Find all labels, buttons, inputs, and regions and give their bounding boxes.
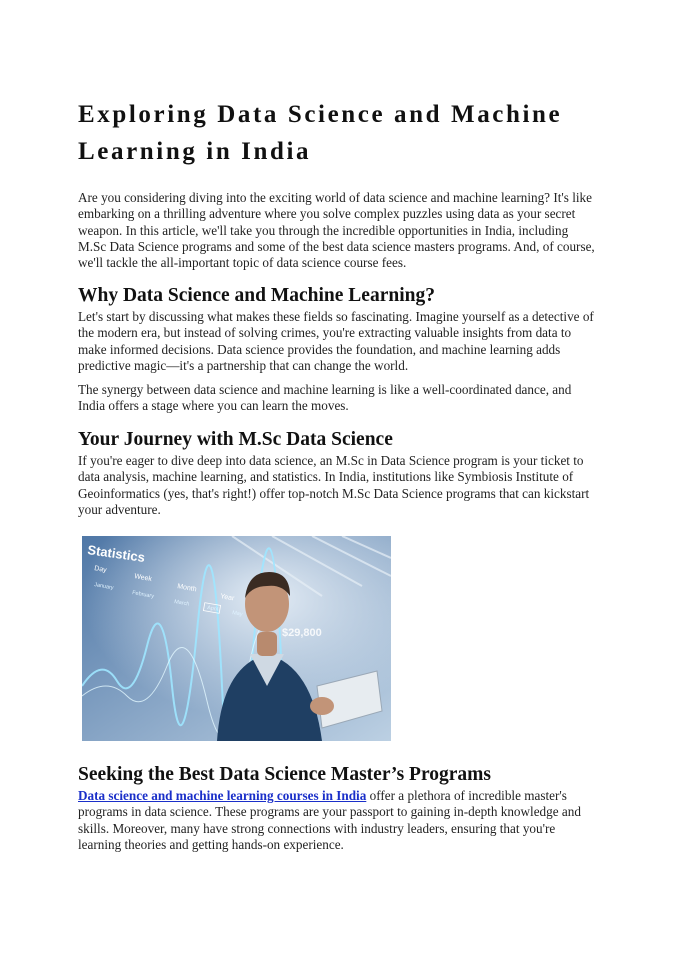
intro-block — [78, 190, 598, 271]
section-paragraph: If you're eager to dive deep into data science, an M.Sc in Data Science program is your ticket to data analysis, machine learning, and statistics. In India, institutions like Symbiosis Institute of Geoinformatics (yes, that's right!) offer top-notch M.Sc Data Science programs that can kickstart your adventure. — [78, 453, 590, 517]
section-masters — [78, 763, 598, 853]
hud-value: $29,800 — [282, 627, 322, 639]
article-photo — [82, 536, 391, 741]
article-title: Exploring Data Science and Machine Learning in India — [78, 101, 563, 165]
photo-illustration — [82, 536, 391, 741]
hud-tab: Year — [219, 593, 235, 603]
section-paragraph: Let's start by discussing what makes these fields so fascinating. Imagine yourself as a detective of the modern era, but instead of solving crimes, you're extracting valuable insights from data to make informed decisions. Data science provides the foundation, and machine learning adds predictive magic—it's a partnership that can change the world. — [78, 309, 594, 373]
hud-title: Statistics — [86, 542, 146, 566]
intro-paragraph: Are you considering diving into the exciting world of data science and machine learning? It's like embarking on a thrilling adventure where you solve complex puzzles using data as your secret weapon. In this article, we'll take you through the incredible opportunities in India, including M.Sc Data Science programs and some of the best data science masters programs. And, of course, we'll tackle the all-important topic of data science course fees. — [78, 190, 595, 271]
section-msc — [78, 428, 598, 518]
hud-month: February — [131, 590, 155, 600]
hud-month: May — [231, 610, 243, 618]
courses-link[interactable]: Data science and machine learning courses in India — [78, 788, 367, 803]
hud-month: April — [206, 605, 219, 613]
section-paragraph: The synergy between data science and machine learning is like a well-coordinated dance, and India offers a stage where you can learn the moves. — [78, 382, 572, 414]
paragraph-text: offer a plethora of incredible master's programs in data science. These programs are your passport to gaining in-depth knowledge and skills. Moreover, many have strong connections with industry leaders, ensuring that you're learning theories and getting hands-on experience. — [78, 788, 581, 852]
section-heading: Seeking the Best Data Science Master’s Programs — [78, 764, 492, 785]
hud-tab: Month — [176, 583, 198, 594]
hud-month: January — [93, 582, 114, 592]
section-why — [78, 284, 598, 415]
hud-tab: Week — [133, 573, 153, 584]
section-heading: Why Data Science and Machine Learning? — [78, 285, 435, 306]
hud-month: March — [173, 599, 190, 608]
section-paragraph — [78, 788, 598, 853]
section-heading: Your Journey with M.Sc Data Science — [78, 429, 393, 450]
hud-tab: Day — [93, 565, 108, 575]
